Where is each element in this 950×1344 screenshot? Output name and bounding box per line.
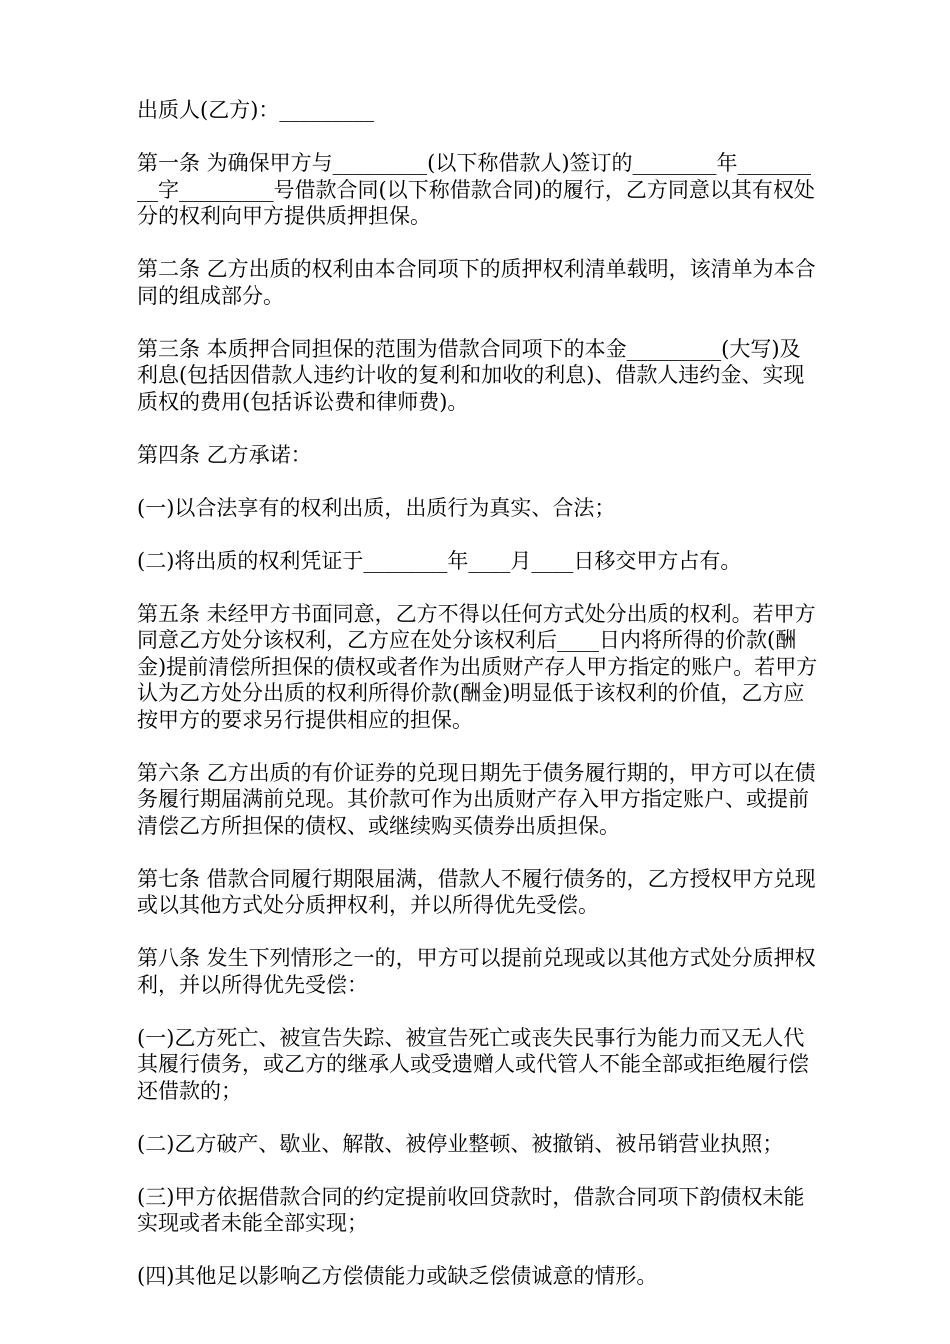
article-5: 第五条 未经甲方书面同意，乙方不得以任何方式处分出质的权利。若甲方同意乙方处分该权利，乙方应在处分该权利后____日内将所得的价款(酬金)提前清偿所担保的债权或者作为出质财产存人甲方指定的账户。若甲方认为乙方处分出质的权利所得价款(酬金)明显低于该权利的价值，乙方应按甲方的要求另行提供相应的担保。 xyxy=(137,601,818,732)
article-7: 第七条 借款合同履行期限届满，借款人不履行债务的，乙方授权甲方兑现或以其他方式处分质押权利，并以所得优先受偿。 xyxy=(137,866,816,917)
article-1: 第一条 为确保甲方与_________(以下称借款人)签订的________年_________字_________号借款合同(以下称借款合同)的履行，乙方同意以其有权处分的权利向甲方提供质押担保。 xyxy=(137,151,815,228)
article-8-item-1: (一)乙方死亡、被宣告失踪、被宣告死亡或丧失民事行为能力而又无人代其履行债务，或乙方的继承人或受遗赠人或代管人不能全部或拒绝履行偿还借款的； xyxy=(137,1025,809,1103)
article-4-item-2: (二)将出质的权利凭证于________年____月____日移交甲方占有。 xyxy=(137,548,742,573)
article-3: 第三条 本质押合同担保的范围为借款合同项下的本金_________(大写)及利息(包括因借款人违约计收的复利和加收的利息)、借款人违约金、实现质权的费用(包括诉讼费和律师费)。 xyxy=(137,336,805,414)
article-8: 第八条 发生下列情形之一的，甲方可以提前兑现或以其他方式处分质押权利，并以所得优先受偿： xyxy=(137,946,816,997)
article-8-item-4: (四)其他足以影响乙方偿债能力或缺乏偿债诚意的情形。 xyxy=(137,1264,658,1288)
article-2: 第二条 乙方出质的权利由本合同项下的质押权利清单载明，该清单为本合同的组成部分。 xyxy=(137,257,816,308)
article-6: 第六条 乙方出质的有价证券的兑现日期先于债务履行期的，甲方可以在债务履行期届满前兑现。其价款可作为出质财产存入甲方指定账户、或提前清偿乙方所担保的债权、或继续购买债券出质担保。 xyxy=(137,760,816,838)
pledgor-line: 出质人(乙方)：_________ xyxy=(137,98,374,122)
article-8-item-3: (三)甲方依据借款合同的约定提前收回贷款时，借款合同项下韵债权未能实现或者未能全部实现； xyxy=(137,1184,805,1235)
article-4: 第四条 乙方承诺： xyxy=(137,442,312,467)
article-8-item-2: (二)乙方破产、歇业、解散、被停业整顿、被撤销、被吊销营业执照； xyxy=(137,1131,784,1156)
article-4-item-1: (一)以合法享有的权利出质，出质行为真实、合法； xyxy=(137,495,616,520)
